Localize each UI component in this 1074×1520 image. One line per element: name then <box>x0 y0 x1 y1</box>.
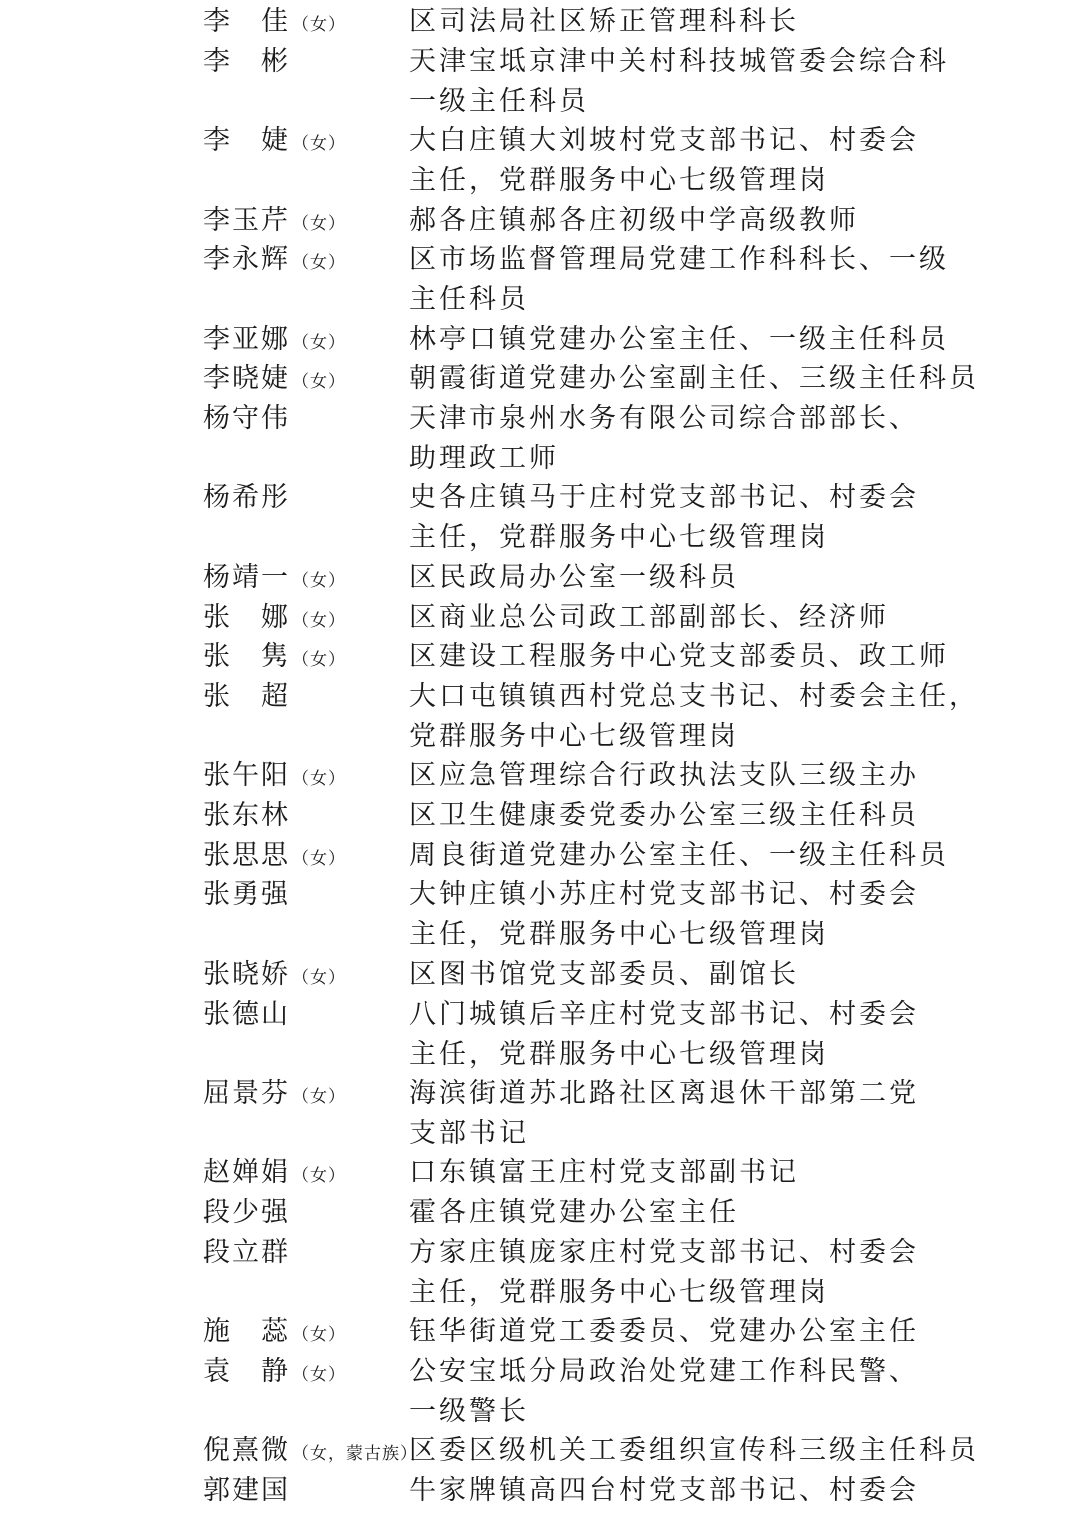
duty-line: 口东镇富王庄村党支部副书记 <box>409 1157 799 1189</box>
person-name-cell <box>203 240 346 280</box>
person-name-cell <box>203 558 346 598</box>
duty-line: 区建设工程服务中心党支部委员、政工师 <box>409 641 949 673</box>
person-note: （女） <box>292 610 346 631</box>
duty-line: 区图书馆党支部委员、副馆长 <box>409 958 799 990</box>
person-name-cell <box>203 478 290 518</box>
person-duty <box>409 677 979 757</box>
person-entry <box>0 677 1074 757</box>
person-duty <box>409 42 949 122</box>
person-name: 李晓婕 <box>203 363 290 395</box>
duty-line: 主任，党群服务中心七级管理岗 <box>409 522 829 554</box>
duty-line: 史各庄镇马于庄村党支部书记、村委会 <box>409 482 919 514</box>
person-duty <box>409 201 941 241</box>
duty-line: 主任，党群服务中心七级管理岗 <box>409 1276 829 1308</box>
person-note: （女） <box>292 253 346 274</box>
person-entry <box>0 637 1074 677</box>
duty-line: 区司法局社区矫正管理科科长 <box>409 6 799 37</box>
person-note: （女） <box>292 1364 346 1385</box>
person-duty <box>409 756 941 796</box>
person-duty <box>409 1352 941 1432</box>
person-name-cell <box>203 756 346 796</box>
duty-line: 天津市泉州水务有限公司综合部部长、 <box>409 403 919 434</box>
person-name: 张思思 <box>203 839 290 871</box>
person-entry <box>0 598 1074 638</box>
person-name: 张 隽 <box>203 641 290 673</box>
person-duty <box>409 637 949 677</box>
duty-line: 大口屯镇镇西村党总支书记、村委会主任， <box>409 680 979 712</box>
person-name-cell <box>203 320 346 360</box>
person-name-cell <box>203 1233 290 1273</box>
person-name: 李 佳 <box>203 6 290 37</box>
person-entry <box>0 955 1074 995</box>
person-note: （女） <box>292 134 346 155</box>
duty-line: 区卫生健康委党委办公室三级主任科员 <box>409 800 919 831</box>
person-note: （女） <box>292 650 346 671</box>
person-entry <box>0 201 1074 241</box>
person-name: 袁 静 <box>203 1355 290 1387</box>
person-name: 施 蕊 <box>203 1316 290 1348</box>
duty-line: 周良街道党建办公室主任、一级主任科员 <box>409 839 949 871</box>
person-entry <box>0 796 1074 836</box>
person-duty <box>409 558 941 598</box>
duty-line: 主任，党群服务中心七级管理岗 <box>409 165 829 197</box>
person-note: （女） <box>292 1166 346 1187</box>
person-name-cell <box>203 1193 290 1233</box>
person-duty <box>409 875 941 955</box>
duty-line: 海滨街道苏北路社区离退休干部第二党 <box>409 1077 919 1109</box>
duty-line: 钰华街道党工委委员、党建办公室主任 <box>409 1316 919 1348</box>
duty-line: 郝各庄镇郝各庄初级中学高级教师 <box>409 204 859 236</box>
person-duty <box>409 1074 941 1154</box>
duty-line: 大钟庄镇小苏庄村党支部书记、村委会 <box>409 879 919 911</box>
person-name-cell <box>203 42 290 82</box>
person-name-cell <box>203 1312 346 1352</box>
person-note: （女） <box>292 570 346 591</box>
person-name-cell <box>203 2 346 42</box>
person-duty <box>409 121 941 201</box>
person-name: 郭建国 <box>203 1474 290 1506</box>
person-name-cell <box>203 955 346 995</box>
duty-line: 天津宝坻京津中关村科技城管委会综合科 <box>409 45 949 77</box>
duty-line: 党群服务中心七级管理岗 <box>409 720 739 752</box>
person-note: （女） <box>292 967 346 988</box>
person-name-cell <box>203 1074 346 1114</box>
person-duty <box>409 1153 941 1193</box>
person-duty <box>409 240 949 320</box>
person-name: 李 婕 <box>203 125 290 157</box>
person-entry <box>0 1312 1074 1352</box>
person-name-cell <box>203 836 346 876</box>
person-entry <box>0 756 1074 796</box>
duty-line: 八门城镇后辛庄村党支部书记、村委会 <box>409 998 919 1030</box>
person-duty <box>409 1471 941 1511</box>
duty-line: 方家庄镇庞家庄村党支部书记、村委会 <box>409 1236 919 1268</box>
duty-line: 主任，党群服务中心七级管理岗 <box>409 1038 829 1070</box>
duty-line: 霍各庄镇党建办公室主任 <box>409 1197 739 1228</box>
person-name-cell <box>203 677 290 717</box>
person-duty <box>409 796 941 836</box>
duty-line: 支部书记 <box>409 1117 529 1149</box>
person-name-cell <box>203 995 290 1035</box>
person-duty <box>409 320 949 360</box>
duty-line: 主任，党群服务中心七级管理岗 <box>409 919 829 951</box>
person-name: 张 娜 <box>203 601 290 633</box>
person-name: 李 彬 <box>203 45 290 77</box>
person-name: 杨守伟 <box>203 403 290 434</box>
duty-line: 助理政工师 <box>409 443 559 474</box>
person-duty <box>409 1431 979 1471</box>
person-note: （女） <box>292 848 346 869</box>
person-name: 段少强 <box>203 1197 290 1228</box>
person-entry <box>0 1352 1074 1432</box>
duty-line: 大白庄镇大刘坡村党支部书记、村委会 <box>409 125 919 157</box>
person-note: （女） <box>292 1086 346 1107</box>
person-name-cell <box>203 201 346 241</box>
person-entry <box>0 836 1074 876</box>
person-entry <box>0 1233 1074 1313</box>
person-entry <box>0 995 1074 1075</box>
person-duty <box>409 995 941 1075</box>
person-note: （女，蒙古族） <box>292 1444 418 1465</box>
person-duty <box>409 2 941 42</box>
person-name: 张德山 <box>203 998 290 1030</box>
person-name-cell <box>203 121 346 161</box>
person-name: 倪熹微 <box>203 1435 290 1467</box>
person-name: 赵婵娟 <box>203 1157 290 1189</box>
duty-line: 区应急管理综合行政执法支队三级主办 <box>409 760 919 792</box>
person-entry <box>0 42 1074 122</box>
person-note: （女） <box>292 769 346 790</box>
person-name-cell <box>203 637 346 677</box>
person-name-cell <box>203 399 290 439</box>
person-duty <box>409 399 941 479</box>
person-name: 杨希彤 <box>203 482 290 514</box>
duty-line: 林亭口镇党建办公室主任、一级主任科员 <box>409 323 949 355</box>
person-note: （女） <box>292 332 346 353</box>
person-entry <box>0 1074 1074 1154</box>
person-note: （女） <box>292 213 346 234</box>
person-name-cell <box>203 1153 346 1193</box>
duty-line: 区市场监督管理局党建工作科科长、一级 <box>409 244 949 276</box>
duty-line: 牛家牌镇高四台村党支部书记、村委会 <box>409 1474 919 1506</box>
person-name-cell <box>203 1431 418 1471</box>
person-name-cell <box>203 359 346 399</box>
duty-line: 公安宝坻分局政治处党建工作科民警、 <box>409 1355 919 1387</box>
person-name: 屈景芬 <box>203 1077 290 1109</box>
person-note: （女） <box>292 15 346 35</box>
person-note: （女） <box>292 1325 346 1346</box>
person-name: 张 超 <box>203 680 290 712</box>
person-name-cell <box>203 598 346 638</box>
person-name: 李永辉 <box>203 244 290 276</box>
person-entry <box>0 121 1074 201</box>
person-name: 杨靖一 <box>203 561 290 593</box>
duty-line: 区商业总公司政工部副部长、经济师 <box>409 601 889 633</box>
person-entry <box>0 399 1074 479</box>
person-duty <box>409 1193 941 1233</box>
duty-line: 一级警长 <box>409 1395 529 1427</box>
person-entry <box>0 1193 1074 1233</box>
person-name: 李玉芹 <box>203 204 290 236</box>
person-name: 张勇强 <box>203 879 290 911</box>
person-duty <box>409 1312 941 1352</box>
person-duty <box>409 359 979 399</box>
person-entry <box>0 320 1074 360</box>
person-entry <box>0 558 1074 598</box>
person-entry <box>0 359 1074 399</box>
person-duty <box>409 955 941 995</box>
person-entry <box>0 240 1074 320</box>
person-duty <box>409 1233 941 1313</box>
person-duty <box>409 836 949 876</box>
person-name-cell <box>203 875 290 915</box>
person-name-cell <box>203 796 290 836</box>
person-duty <box>409 478 941 558</box>
person-name-cell <box>203 1352 346 1392</box>
duty-line: 区委区级机关工委组织宣传科三级主任科员 <box>409 1435 979 1467</box>
person-name: 李亚娜 <box>203 323 290 355</box>
person-name: 张午阳 <box>203 760 290 792</box>
person-entry <box>0 1431 1074 1471</box>
person-name: 段立群 <box>203 1236 290 1268</box>
person-name: 张东林 <box>203 800 290 831</box>
duty-line: 朝霞街道党建办公室副主任、三级主任科员 <box>409 363 979 395</box>
person-entry <box>0 1471 1074 1511</box>
duty-line: 一级主任科员 <box>409 85 589 117</box>
person-name: 张晓娇 <box>203 958 290 990</box>
person-entry <box>0 478 1074 558</box>
duty-line: 主任科员 <box>409 284 529 316</box>
person-entry <box>0 1153 1074 1193</box>
person-entry <box>0 2 1074 42</box>
person-name-cell <box>203 1471 290 1511</box>
person-duty <box>409 598 941 638</box>
person-note: （女） <box>292 372 346 393</box>
duty-line: 区民政局办公室一级科员 <box>409 561 739 593</box>
person-entry <box>0 875 1074 955</box>
